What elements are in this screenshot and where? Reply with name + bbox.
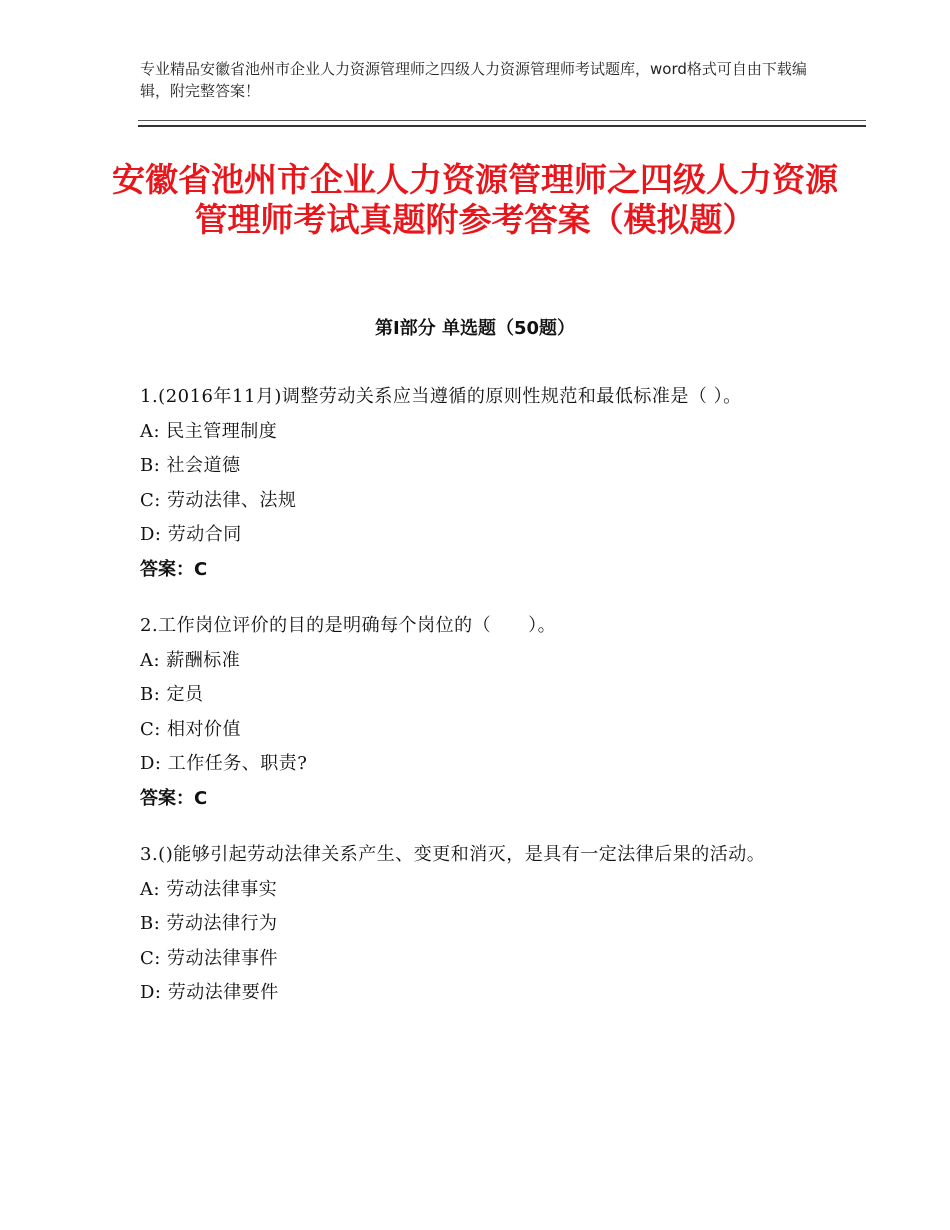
option-a: A: 民主管理制度 <box>140 420 278 442</box>
question-stem: 2.工作岗位评价的目的是明确每个岗位的（ ）。 <box>140 615 557 636</box>
header-divider <box>138 120 866 127</box>
question-list <box>140 380 820 1033</box>
option-d: D: 劳动合同 <box>140 524 242 545</box>
option-b: B: 劳动法律行为 <box>140 913 278 934</box>
question-stem: 3.()能够引起劳动法律关系产生、变更和消灭，是具有一定法律后果的活动。 <box>140 844 766 865</box>
option-a: A: 劳动法律事实 <box>140 878 278 900</box>
page-header: 专业精品安徽省池州市企业人力资源管理师之四级人力资源管理师考试题库，word格式可自由下载编辑，附完整答案！ <box>140 60 807 100</box>
option-b: B: 定员 <box>140 684 204 705</box>
question-item <box>140 838 820 1011</box>
answer-line: 答案：C <box>140 787 208 809</box>
option-d: D: 劳动法律要件 <box>140 982 279 1003</box>
document-title: 安徽省池州市企业人力资源管理师之四级人力资源管理师考试真题附参考答案（模拟题） <box>112 160 838 239</box>
question-stem: 1.(2016年11月)调整劳动关系应当遵循的原则性规范和最低标准是（ ）。 <box>140 386 742 407</box>
section-heading: 第Ⅰ部分 单选题（50题） <box>374 318 575 339</box>
option-a: A: 薪酬标准 <box>140 649 241 671</box>
option-c: C: 劳动法律事件 <box>140 947 279 969</box>
question-item <box>140 380 820 587</box>
answer-line: 答案：C <box>140 558 208 580</box>
option-c: C: 相对价值 <box>140 718 242 740</box>
option-d: D: 工作任务、职责? <box>140 753 308 774</box>
option-b: B: 社会道德 <box>140 455 241 476</box>
question-item <box>140 609 820 816</box>
option-c: C: 劳动法律、法规 <box>140 489 297 511</box>
